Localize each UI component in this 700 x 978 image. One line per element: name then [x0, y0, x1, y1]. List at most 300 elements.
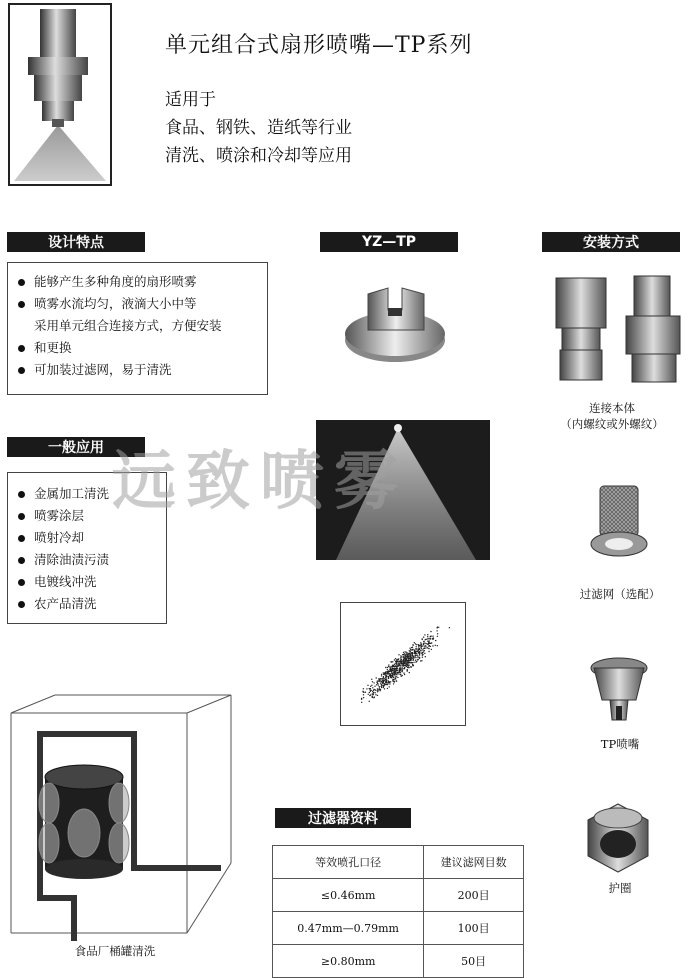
spray-dot [420, 660, 421, 661]
intro-line-2: 食品、钢铁、造纸等行业 [165, 118, 352, 138]
page-title: 单元组合式扇形喷嘴—TP系列 [165, 33, 473, 58]
spray-dot [387, 676, 388, 677]
table-cell: ≥0.80mm [273, 945, 424, 978]
spray-dot [372, 693, 373, 694]
spray-dot [392, 680, 393, 681]
spray-dot [386, 684, 387, 685]
spray-dot [391, 669, 392, 670]
table-cell: 200目 [424, 879, 524, 912]
spray-dot [407, 654, 408, 655]
spray-dot [389, 683, 390, 684]
spray-dot [370, 688, 371, 689]
spray-dot [428, 638, 429, 639]
spray-dot [378, 684, 379, 685]
spray-dot [414, 655, 415, 656]
spray-dot [397, 659, 398, 660]
spray-dot [392, 674, 393, 675]
connector-bodies-image [548, 272, 696, 396]
spray-dot [379, 689, 380, 690]
spray-dot [391, 677, 392, 678]
spray-dot [389, 667, 390, 668]
spray-dot [415, 648, 416, 649]
spray-dot [430, 635, 431, 636]
spray-dot [417, 659, 418, 660]
spray-dot [361, 702, 362, 703]
spray-dot [422, 654, 423, 655]
spray-dot [438, 627, 439, 628]
spray-dot [377, 683, 378, 684]
spray-dot [384, 672, 385, 673]
spray-dot [385, 680, 386, 681]
spray-dot [403, 652, 404, 653]
spray-dot [405, 656, 406, 657]
spray-dot [396, 666, 397, 667]
tp-tip-image [340, 270, 450, 374]
spray-dot [422, 649, 423, 650]
spray-dot [430, 638, 431, 639]
spray-dot [424, 646, 425, 647]
tp-nozzle-caption: TP喷嘴 [600, 737, 640, 751]
spray-dot [404, 651, 405, 652]
spray-dot [400, 655, 401, 656]
spray-dot [398, 673, 399, 674]
spray-dot [417, 657, 418, 658]
spray-dot [387, 667, 388, 668]
spray-dot [411, 652, 412, 653]
spray-dot [413, 662, 414, 663]
spray-dot [435, 640, 436, 641]
spray-dot [410, 651, 411, 652]
spray-dot [377, 690, 378, 691]
spray-dot [414, 642, 415, 643]
design-feature-item: 喷雾水流均匀，液滴大小中等 [8, 293, 267, 315]
spray-dot [418, 649, 419, 650]
spray-dot [377, 680, 378, 681]
spray-dot [369, 695, 370, 696]
column-header: 建议滤网目数 [424, 846, 524, 879]
table-row [273, 945, 524, 978]
spray-dot [422, 657, 423, 658]
spray-dot [412, 658, 413, 659]
spray-dot [401, 671, 402, 672]
spray-dot [412, 662, 413, 663]
table-cell: 0.47mm—0.79mm [273, 912, 424, 945]
spray-dot [406, 664, 407, 665]
table-cell: 100目 [424, 912, 524, 945]
spray-dot [410, 649, 411, 650]
spray-dot [383, 681, 384, 682]
spray-dot [431, 649, 432, 650]
spray-dot [406, 653, 407, 654]
spray-dot [369, 692, 370, 693]
spray-dot [373, 689, 374, 690]
application-item: 喷射冷却 [8, 527, 166, 549]
spray-dot [420, 645, 421, 646]
spray-dot [392, 661, 393, 662]
company-watermark: 远致喷雾 [112, 445, 408, 519]
spray-dot [400, 659, 401, 660]
intro-line-1: 适用于 [165, 90, 216, 110]
application-item: 喷雾涂层 [8, 505, 166, 527]
application-item: 金属加工清洗 [8, 483, 166, 505]
spray-dot [416, 649, 417, 650]
spray-dot [395, 678, 396, 679]
spray-dot [379, 679, 380, 680]
spray-dot [398, 664, 399, 665]
spray-dot [383, 672, 384, 673]
connector-caption-detail: （内螺纹或外螺纹） [560, 417, 664, 431]
spray-dot [381, 684, 382, 685]
spray-dot [437, 627, 438, 628]
tank-cleaning-illustration [5, 693, 237, 945]
spray-dot [400, 669, 401, 670]
spray-dot [416, 654, 417, 655]
spray-dot [368, 694, 369, 695]
spray-dot [395, 676, 396, 677]
spray-dot [394, 681, 395, 682]
spray-dot [396, 664, 397, 665]
spray-dot [415, 660, 416, 661]
spray-dot [404, 674, 405, 675]
spray-dot [408, 660, 409, 661]
spray-dot [392, 668, 393, 669]
spray-dot [400, 674, 401, 675]
spray-dot [420, 650, 421, 651]
spray-dot [424, 634, 425, 635]
spray-distribution-pattern [340, 602, 466, 726]
spray-dot [407, 663, 408, 664]
spray-dot [427, 634, 428, 635]
spray-dot [415, 657, 416, 658]
spray-dot [383, 674, 384, 675]
connector-caption: 连接本体 [589, 401, 635, 415]
spray-dot [398, 654, 399, 655]
spray-dot [407, 652, 408, 653]
spray-dot [421, 648, 422, 649]
spray-dot [361, 699, 362, 700]
spray-dot [388, 682, 389, 683]
spray-dot [377, 691, 378, 692]
spray-dot [374, 686, 375, 687]
spray-dot [415, 643, 416, 644]
spray-dot [435, 645, 436, 646]
spray-dot [428, 648, 429, 649]
spray-dot [400, 661, 401, 662]
spray-dot [429, 643, 430, 644]
spray-dot [425, 656, 426, 657]
spray-dot [430, 631, 431, 632]
install-header: 安装方式 [542, 232, 680, 252]
spray-dot [404, 655, 405, 656]
spray-dot [407, 656, 408, 657]
spray-dot [380, 683, 381, 684]
spray-dot [416, 644, 417, 645]
spray-dot [388, 664, 389, 665]
spray-dot [409, 648, 410, 649]
spray-dot [392, 679, 393, 680]
application-item: 农产品清洗 [8, 593, 166, 615]
spray-dot [387, 673, 388, 674]
spray-dot [419, 652, 420, 653]
spray-dot [398, 663, 399, 664]
spray-dot [376, 682, 377, 683]
table-row [273, 912, 524, 945]
design-feature-item: 能够产生多种角度的扇形喷雾 [8, 271, 267, 293]
spray-dot [381, 681, 382, 682]
spray-dot [380, 689, 381, 690]
tank-cleaning-caption: 食品厂桶罐清洗 [74, 944, 156, 958]
spray-dot [412, 665, 413, 666]
spray-dot [416, 651, 417, 652]
spray-dot [423, 641, 424, 642]
spray-dot [418, 646, 419, 647]
spray-dot [396, 681, 397, 682]
spray-dot [437, 645, 438, 646]
spray-dot [394, 668, 395, 669]
spray-dot [429, 645, 430, 646]
spray-dot [397, 677, 398, 678]
spray-dot [394, 673, 395, 674]
spray-dot [403, 659, 404, 660]
spray-dot [400, 665, 401, 666]
spray-dot [363, 694, 364, 695]
spray-dot [403, 665, 404, 666]
spray-dot [382, 678, 383, 679]
spray-dot [421, 653, 422, 654]
spray-dot [427, 638, 428, 639]
spray-dot [384, 684, 385, 685]
spray-dot [389, 675, 390, 676]
spray-dot [384, 688, 385, 689]
spray-dot [367, 685, 368, 686]
spray-dot [414, 652, 415, 653]
spray-dot [427, 644, 428, 645]
tp-nozzle-image [588, 656, 650, 730]
spray-dot [391, 675, 392, 676]
spray-dot [423, 644, 424, 645]
spray-dot [388, 678, 389, 679]
spray-dot [407, 666, 408, 667]
spray-dot [391, 671, 392, 672]
spray-dot [370, 686, 371, 687]
spray-dot [393, 671, 394, 672]
spray-dot [425, 646, 426, 647]
spray-dot [409, 672, 410, 673]
spray-dot [383, 687, 384, 688]
spray-dot [396, 676, 397, 677]
filter-net-image [588, 482, 650, 566]
spray-dot [374, 696, 375, 697]
spray-dot [387, 672, 388, 673]
spray-dot [396, 670, 397, 671]
spray-dot [421, 646, 422, 647]
spray-dot [422, 639, 423, 640]
spray-dot [387, 688, 388, 689]
spray-dot [387, 669, 388, 670]
spray-dot [390, 681, 391, 682]
spray-dot [391, 661, 392, 662]
spray-dot [395, 658, 396, 659]
spray-dot [394, 659, 395, 660]
spray-dot [410, 658, 411, 659]
spray-dot [427, 636, 428, 637]
spray-dot [412, 653, 413, 654]
spray-dot [449, 627, 450, 628]
spray-dot [419, 658, 420, 659]
spray-dot [377, 688, 378, 689]
spray-dot [407, 667, 408, 668]
design-features-header: 设计特点 [7, 232, 145, 252]
spray-dot [402, 675, 403, 676]
spray-dot [429, 640, 430, 641]
spray-dot [402, 664, 403, 665]
application-item: 电镀线冲洗 [8, 571, 166, 593]
guard-ring-image [580, 800, 656, 880]
fan-nozzle-photo [8, 3, 112, 186]
spray-dot [400, 663, 401, 664]
spray-dot [369, 701, 370, 702]
spray-dot [369, 689, 370, 690]
spray-dot [409, 662, 410, 663]
spray-dot [366, 688, 367, 689]
spray-dot [426, 643, 427, 644]
spray-dot [404, 661, 405, 662]
spray-dot [403, 672, 404, 673]
spray-dot [409, 650, 410, 651]
spray-dot [396, 659, 397, 660]
spray-dot [375, 692, 376, 693]
spray-dot [386, 676, 387, 677]
general-apps-header: 一般应用 [7, 437, 145, 457]
spray-dot [428, 651, 429, 652]
spray-dot [393, 665, 394, 666]
column-header: 等效喷孔口径 [273, 846, 424, 879]
spray-dot [388, 666, 389, 667]
spray-dot [371, 685, 372, 686]
intro-line-3: 清洗、喷涂和冷却等应用 [165, 146, 352, 166]
application-item: 清除油渍污渍 [8, 549, 166, 571]
spray-dot [393, 679, 394, 680]
spray-dot [391, 666, 392, 667]
spray-dot [418, 651, 419, 652]
design-feature-item: 和更换 [8, 337, 267, 359]
spray-dot [393, 683, 394, 684]
spray-dot [437, 636, 438, 637]
spray-dot [363, 697, 364, 698]
spray-dot [424, 642, 425, 643]
spray-dot [396, 673, 397, 674]
spray-dot [389, 671, 390, 672]
spray-dot [385, 679, 386, 680]
table-row [273, 879, 524, 912]
spray-dot [399, 661, 400, 662]
spray-dot [379, 688, 380, 689]
filter-data-header: 过滤器资料 [275, 808, 411, 828]
spray-dot [403, 654, 404, 655]
spray-dot [413, 644, 414, 645]
design-feature-item: 采用单元组合连接方式，方便安装 [34, 318, 222, 333]
spray-dot [406, 652, 407, 653]
spray-dot [372, 681, 373, 682]
table-cell: ≤0.46mm [273, 879, 424, 912]
spray-dot [421, 660, 422, 661]
spray-dot [385, 674, 386, 675]
spray-dot [396, 672, 397, 673]
spray-dot [412, 660, 413, 661]
design-features-box [7, 262, 268, 395]
spray-dot [383, 686, 384, 687]
spray-dot [385, 667, 386, 668]
spray-dot [405, 658, 406, 659]
spray-dot [370, 691, 371, 692]
spray-dot [390, 677, 391, 678]
table-cell: 50目 [424, 945, 524, 978]
spray-dot [396, 668, 397, 669]
spray-dot [437, 633, 438, 634]
spray-dot [372, 691, 373, 692]
spray-dot [394, 666, 395, 667]
spray-dot [365, 692, 366, 693]
spray-dot [392, 676, 393, 677]
spray-dot [426, 647, 427, 648]
spray-dot [420, 642, 421, 643]
spray-dot [408, 667, 409, 668]
spray-dot [382, 683, 383, 684]
spray-dot [412, 655, 413, 656]
spray-dot [371, 679, 372, 680]
spray-dot [410, 656, 411, 657]
spray-dot [407, 670, 408, 671]
spray-dot [427, 641, 428, 642]
guard-ring-caption: 护圈 [608, 881, 632, 895]
spray-dot [375, 694, 376, 695]
model-header: YZ—TP [320, 232, 458, 252]
spray-dot [412, 649, 413, 650]
spray-dot [423, 648, 424, 649]
spray-dot [432, 645, 433, 646]
spray-dot [401, 667, 402, 668]
spray-dot [431, 642, 432, 643]
spray-dot [423, 637, 424, 638]
filter-data-table [272, 845, 524, 978]
filter-net-caption: 过滤网（选配） [579, 587, 661, 601]
spray-dot [387, 684, 388, 685]
spray-dot [410, 660, 411, 661]
spray-dot [377, 695, 378, 696]
table-header-row [273, 846, 524, 879]
spray-dot [403, 668, 404, 669]
spray-dot [383, 677, 384, 678]
spray-dot [373, 692, 374, 693]
spray-dot [436, 630, 437, 631]
spray-dot [363, 691, 364, 692]
spray-dot [381, 675, 382, 676]
spray-dot [406, 666, 407, 667]
spray-dot [376, 677, 377, 678]
spray-dot [379, 686, 380, 687]
spray-dot [387, 671, 388, 672]
spray-dot [425, 639, 426, 640]
spray-dot [410, 653, 411, 654]
spray-dot [402, 665, 403, 666]
spray-dot [418, 645, 419, 646]
spray-dot [399, 671, 400, 672]
spray-dot [411, 666, 412, 667]
spray-dot [390, 669, 391, 670]
spray-dot [402, 660, 403, 661]
spray-dot [381, 686, 382, 687]
spray-dot [383, 678, 384, 679]
